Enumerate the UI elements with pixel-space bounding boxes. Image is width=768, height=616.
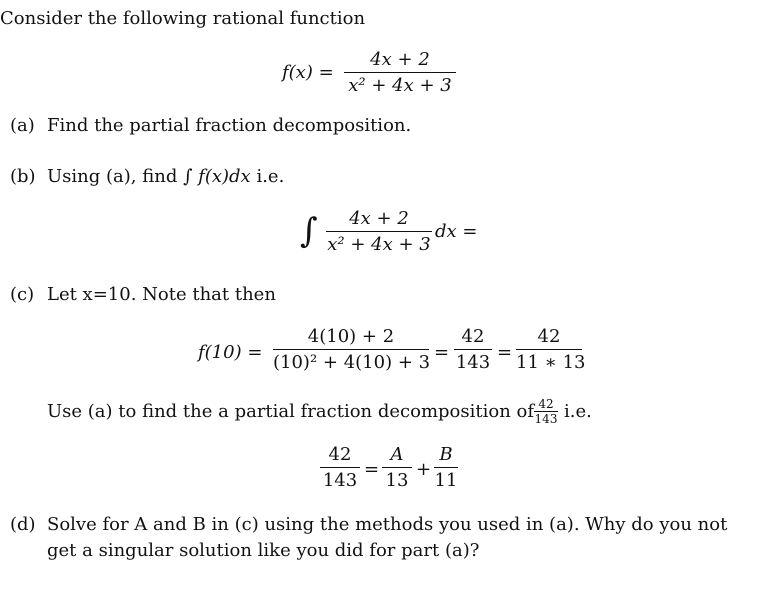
eq3-fraction-2 <box>454 328 492 372</box>
eq4-b-bar <box>434 467 458 468</box>
eq3-frac1-numerator: 4(10) + 2 <box>307 326 395 347</box>
eq4-b-fraction <box>434 446 458 490</box>
part-d-line-1: Solve for A and B in (c) using the methods you used in (a). Why do you not <box>47 514 728 535</box>
eq4-lhs-fraction <box>320 446 360 490</box>
eq2-fraction-bar <box>326 231 432 232</box>
eq4-b-numerator: B <box>439 444 453 465</box>
integral-sign: ∫ <box>300 211 318 251</box>
eq3-frac2-bar <box>454 349 492 350</box>
eq2-fraction <box>326 210 432 254</box>
part-a-text: Find the partial fraction decomposition. <box>47 115 412 136</box>
part-b-text <box>47 168 284 186</box>
part-b-integral: ∫ f(x)dx <box>183 166 251 187</box>
eq3-frac2-denominator: 143 <box>455 352 491 373</box>
part-b-label: (b) <box>10 166 36 187</box>
eq1-fraction <box>344 51 456 95</box>
eq3-frac1-bar <box>273 349 429 350</box>
part-c-label: (c) <box>10 284 35 305</box>
eq1-lhs: f(x) = <box>282 62 334 83</box>
use-a-text-post: i.e. <box>564 401 592 422</box>
eq2-rhs: dx = <box>435 221 478 242</box>
eq4-a-bar <box>382 467 412 468</box>
eq3-frac3-bar <box>516 349 582 350</box>
eq4-b-denominator: 11 <box>434 470 458 491</box>
eq2-numerator: 4x + 2 <box>349 208 409 229</box>
eq1-fraction-bar <box>344 72 456 73</box>
eq4-a-numerator: A <box>390 444 404 465</box>
eq1-numerator: 4x + 2 <box>370 49 430 70</box>
part-b-text-pre: Using (a), find <box>47 166 178 187</box>
use-a-numerator: 42 <box>538 397 554 411</box>
eq3-fraction-1 <box>273 328 429 372</box>
eq3-fraction-3 <box>516 326 586 373</box>
eq4-a-fraction <box>382 446 412 490</box>
eq4-plus: + <box>416 459 432 480</box>
eq3-frac3-denominator: 11 ∗ 13 <box>516 352 586 373</box>
eq2-denominator: x² + 4x + 3 <box>327 234 431 255</box>
eq1-denominator: x² + 4x + 3 <box>348 75 452 96</box>
use-a-inline-fraction <box>534 398 558 425</box>
eq3-frac1-denominator: (10)² + 4(10) + 3 <box>273 352 431 373</box>
part-a-label: (a) <box>10 115 35 136</box>
eq3-lhs: f(10) = <box>198 342 263 363</box>
part-c-text: Let x=10. Note that then <box>47 284 276 305</box>
use-a-denominator: 143 <box>534 412 558 426</box>
eq3-frac2-numerator: 42 <box>461 326 485 347</box>
eq4-lhs-bar <box>320 467 360 468</box>
eq4-equals: = <box>364 459 380 480</box>
eq4-a-denominator: 13 <box>385 470 409 491</box>
part-d-line-2: get a singular solution like you did for part (a)? <box>47 540 480 561</box>
eq4-lhs-numerator: 42 <box>328 444 352 465</box>
eq3-equals-a: = <box>434 342 450 363</box>
part-b-text-post: i.e. <box>256 166 285 187</box>
eq3-frac3-numerator: 42 <box>537 326 561 347</box>
eq4-lhs-denominator: 143 <box>322 470 358 491</box>
intro-text: Consider the following rational function <box>0 8 366 29</box>
eq3-equals-b: = <box>497 342 513 363</box>
use-a-text-pre: Use (a) to find the a partial fraction decomposition of <box>47 401 535 422</box>
part-d-label: (d) <box>10 514 36 535</box>
